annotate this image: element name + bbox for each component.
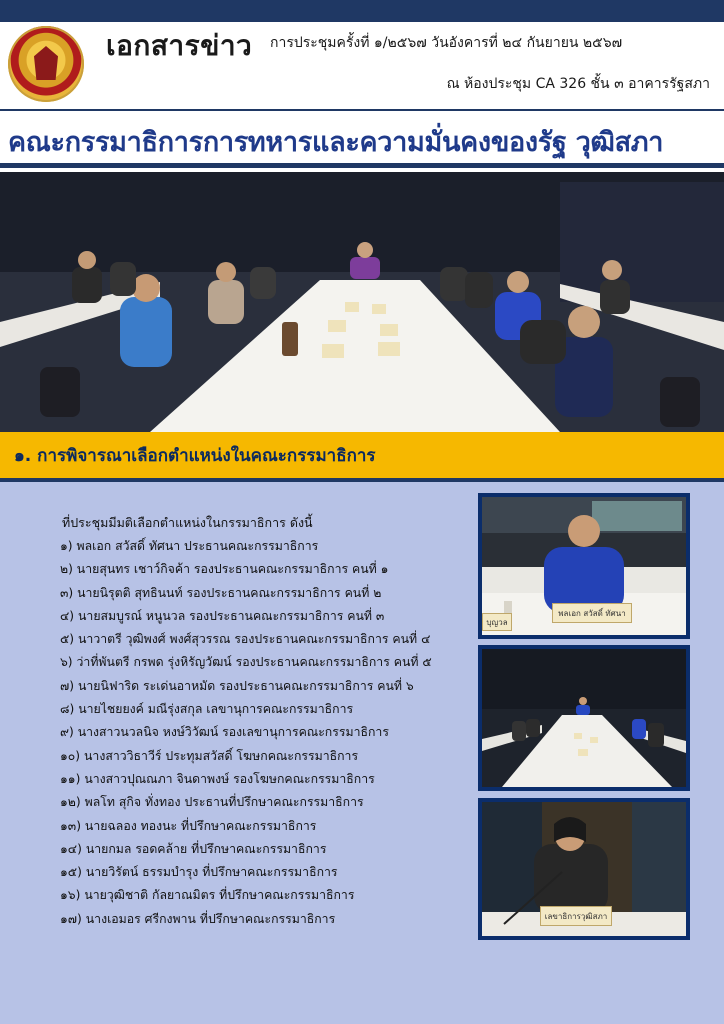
nameplate-left: บุญวล [482,613,512,631]
resolution-intro: ที่ประชุมมีมติเลือกตำแหน่งในกรรมาธิการ ดังนี้ [62,515,313,530]
list-item: ๑๓) นายฉลอง ทองนะ ที่ปรึกษาคณะกรรมาธิการ [60,818,317,833]
meeting-overview-illustration [482,649,686,787]
list-item: ๔) นายสมบูรณ์ หนูนวล รองประธานคณะกรรมาธิการ คนที่ ๓ [60,608,385,623]
meeting-photo-illustration [0,172,724,432]
meeting-info: การประชุมครั้งที่ ๑/๒๕๖๗ วันอังคารที่ ๒๔ กันยายน ๒๕๖๗ [270,35,623,51]
document-type: เอกสารข่าว [106,29,253,62]
section-title: ๑. การพิจารณาเลือกตำแหน่งในคณะกรรมาธิการ [14,446,376,466]
parliament-emblem-logo [8,26,84,102]
list-item: ๑๖) นายวุฒิชาติ กัลยาณมิตร ที่ปรึกษาคณะกรรมาธิการ [60,888,355,903]
list-item: ๑๒) พลโท สุกิจ ทั่งทอง ประธานที่ปรึกษาคณะกรรมาธิการ [60,795,364,810]
meeting-photo [0,172,724,432]
chairman-photo [478,493,690,639]
top-band [0,0,724,22]
list-item: ๑) พลเอก สวัสดิ์ ทัศนา ประธานคณะกรรมาธิการ [60,539,319,553]
meeting-overview-photo [478,645,690,791]
list-item: ๘) นายไชยยงค์ มณีรุ่งสกุล เลขานุการคณะกรรมาธิการ [60,702,354,717]
list-item: ๗) นายนิฟาริด ระเด่นอาหมัด รองประธานคณะกรรมาธิการ คนที่ ๖ [60,678,414,693]
list-item: ๒) นายสุนทร เชาว์กิจค้า รองประธานคณะกรรมาธิการ คนที่ ๑ [60,562,389,577]
list-item: ๑๕) นายวิรัตน์ ธรรมบำรุง ที่ปรึกษาคณะกรรมาธิการ [60,865,338,880]
list-item: ๑๗) นางเอมอร ศรีกงพาน ที่ปรึกษาคณะกรรมาธิการ [60,911,336,926]
committee-title: คณะกรรมาธิการการทหารและความมั่นคงของรัฐ วุฒิสภา [8,127,664,158]
committee-divider [0,163,724,168]
list-item: ๓) นายนิรุตติ สุทธินนท์ รองประธานคณะกรรมาธิการ คนที่ ๒ [60,585,382,600]
position-list [60,535,432,931]
header [0,22,724,114]
header-divider [0,109,724,111]
list-item: ๖) ว่าที่พันตรี กรพด รุ่งหิรัญวัฒน์ รองประธานคณะกรรมาธิการ คนที่ ๕ [60,655,432,670]
emblem-center [34,46,58,80]
list-item: ๑๐) นางสาววิธาวีร์ ประทุมสวัสดิ์ โฆษกคณะกรรมาธิการ [60,748,359,763]
list-item: ๙) นางสาวนวลนิจ หงษ์วิวัฒน์ รองเลขานุการคณะกรรมาธิการ [60,725,389,740]
venue-info: ณ ห้องประชุม CA 326 ชั้น ๓ อาคารรัฐสภา [446,76,710,92]
secretary-general-nameplate: เลขาธิการวุฒิสภา [540,906,612,926]
secretary-general-photo [478,798,690,940]
list-item: ๑๑) นางสาวปุณณภา จินดาพงษ์ รองโฆษกคณะกรรมาธิการ [60,771,375,786]
list-item: ๕) นาวาตรี วุฒิพงศ์ พงศ์สุวรรณ รองประธานคณะกรรมาธิการ คนที่ ๔ [60,632,431,647]
chairman-nameplate: พลเอก สวัสดิ์ ทัศนา [552,603,632,623]
list-item: ๑๔) นายกมล รอดคล้าย ที่ปรึกษาคณะกรรมาธิการ [60,841,327,856]
